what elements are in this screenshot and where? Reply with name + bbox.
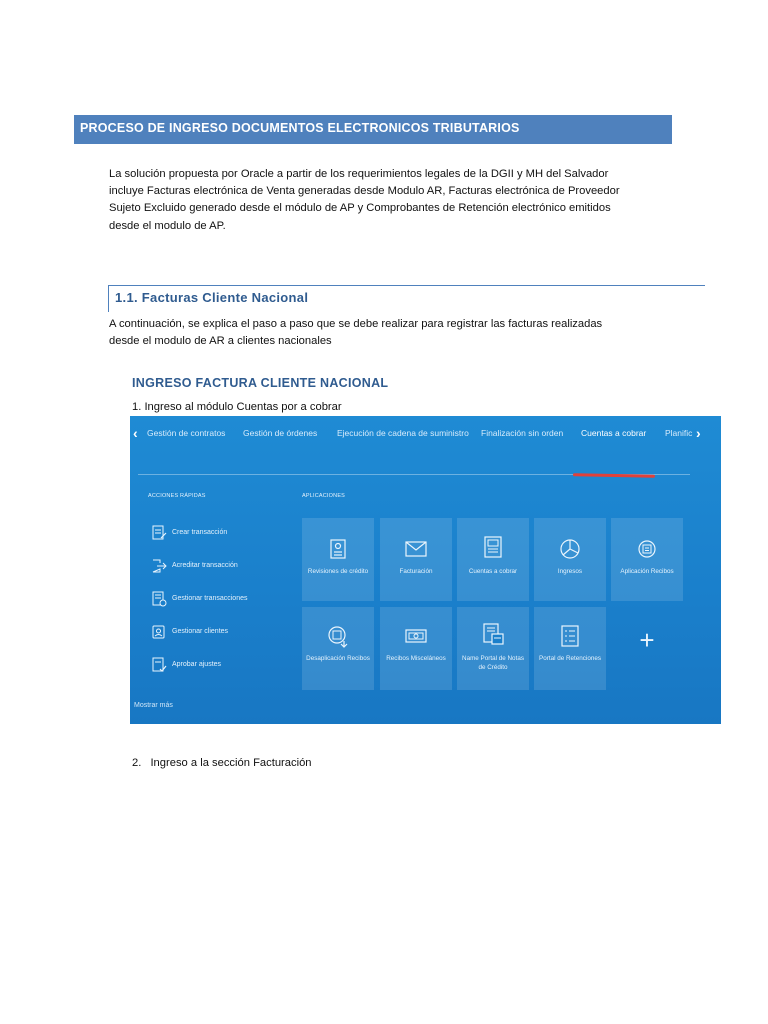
app-tile-label: Facturación: [399, 568, 433, 575]
app-tile-credit-review[interactable]: [302, 518, 374, 601]
nav-tab[interactable]: Ejecución de cadena de suministro: [337, 428, 469, 438]
app-tile-label: Aplicación Recibos: [620, 568, 674, 575]
intro-paragraph: [109, 166, 639, 235]
add-app-tile[interactable]: [611, 607, 683, 690]
approve-adjustments-icon: [150, 656, 168, 674]
app-tile-label: Desaplicación Recibos: [306, 655, 370, 662]
section-heading-box: [108, 285, 705, 312]
section-paragraph: [109, 316, 629, 350]
section-line: A continuación, se explica el paso a paso que se debe realizar para registrar las facturas realizadas: [109, 318, 603, 330]
chevron-left-icon[interactable]: ‹: [133, 425, 138, 441]
credit-review-icon: [325, 536, 351, 562]
intro-line: desde el modulo de AP.: [109, 219, 226, 232]
credit-transaction-icon: [150, 557, 168, 575]
step-1: [132, 401, 342, 413]
receipt-apply-icon: [634, 536, 660, 562]
intro-line: Sujeto Excluido generado desde el módulo de AP y Comprobantes de Retención electrónico emitidos: [109, 202, 611, 215]
nav-tab[interactable]: Gestión de contratos: [147, 428, 226, 438]
app-tile-billing[interactable]: [380, 518, 452, 601]
create-transaction-icon: [150, 524, 168, 542]
quick-action-label: Gestionar transacciones: [172, 595, 248, 602]
app-tile-label: Name Portal de Notas de Crédito: [462, 655, 524, 671]
intro-line: La solución propuesta por Oracle a partir de los requerimientos legales de la DGII y MH del Salvador: [109, 168, 609, 180]
show-more-link[interactable]: Mostrar más: [134, 702, 173, 709]
document-title: PROCESO DE INGRESO DOCUMENTOS ELECTRONICOS TRIBUTARIOS: [80, 121, 520, 135]
manage-transactions-icon: [150, 590, 168, 608]
section-line: desde el modulo de AR a clientes nacionales: [109, 335, 332, 348]
chevron-right-icon[interactable]: ›: [696, 425, 701, 441]
quick-actions-label: ACCIONES RÁPIDAS: [148, 493, 206, 499]
app-tile-revenue[interactable]: [534, 518, 606, 601]
checklist-icon: [557, 623, 583, 649]
step-number: 1.: [132, 401, 142, 413]
document-title-bar: [74, 115, 672, 144]
springboard-nav: [130, 416, 721, 450]
plus-icon: +: [639, 625, 655, 655]
quick-action-label: Acreditar transacción: [172, 562, 238, 569]
subheading: INGRESO FACTURA CLIENTE NACIONAL: [132, 376, 389, 390]
step-text: Ingreso al módulo Cuentas por a cobrar: [144, 401, 342, 413]
app-tile-receivables[interactable]: [457, 518, 529, 601]
step-2: [132, 757, 312, 769]
app-tile-receipt-unapplication[interactable]: [302, 607, 374, 690]
applications-label: APLICACIONES: [302, 493, 346, 499]
app-tile-label: Portal de Retenciones: [539, 655, 601, 662]
envelope-icon: [403, 536, 429, 562]
app-tile-label: Recibos Misceláneos: [386, 655, 446, 662]
cash-icon: [403, 623, 429, 649]
pie-chart-icon: [557, 536, 583, 562]
app-tile-label: Revisiones de crédito: [307, 568, 369, 575]
receipt-unapply-icon: [325, 623, 351, 649]
app-tile-misc-receipts[interactable]: [380, 607, 452, 690]
intro-line: incluye Facturas electrónica de Venta generadas desde Modulo AR, Facturas electrónica de Proveedor: [109, 185, 620, 198]
nav-tab[interactable]: Gestión de órdenes: [243, 428, 318, 438]
quick-action-label: Aprobar ajustes: [172, 661, 222, 668]
app-tile-withholding-portal[interactable]: [534, 607, 606, 690]
step-text: Ingreso a la sección Facturación: [150, 757, 312, 769]
nav-tab[interactable]: Planific: [665, 428, 693, 438]
highlight-underline: [573, 473, 655, 477]
nav-tab[interactable]: Finalización sin orden: [481, 428, 564, 438]
section-heading: 1.1. Facturas Cliente Nacional: [115, 290, 309, 305]
receivables-icon: [480, 534, 506, 560]
credit-notes-icon: [480, 621, 506, 647]
step-number: 2.: [132, 757, 142, 769]
oracle-screenshot: [130, 416, 721, 724]
quick-action-label: Crear transacción: [172, 529, 228, 536]
nav-tab-active[interactable]: Cuentas a cobrar: [581, 428, 647, 438]
app-tile-label: Ingresos: [557, 568, 583, 575]
app-tile-label: Cuentas a cobrar: [468, 568, 518, 575]
quick-action-label: Gestionar clientes: [172, 628, 229, 635]
app-tile-receipt-application[interactable]: [611, 518, 683, 601]
manage-customers-icon: [150, 623, 168, 641]
app-tile-credit-notes-portal[interactable]: [457, 607, 529, 690]
